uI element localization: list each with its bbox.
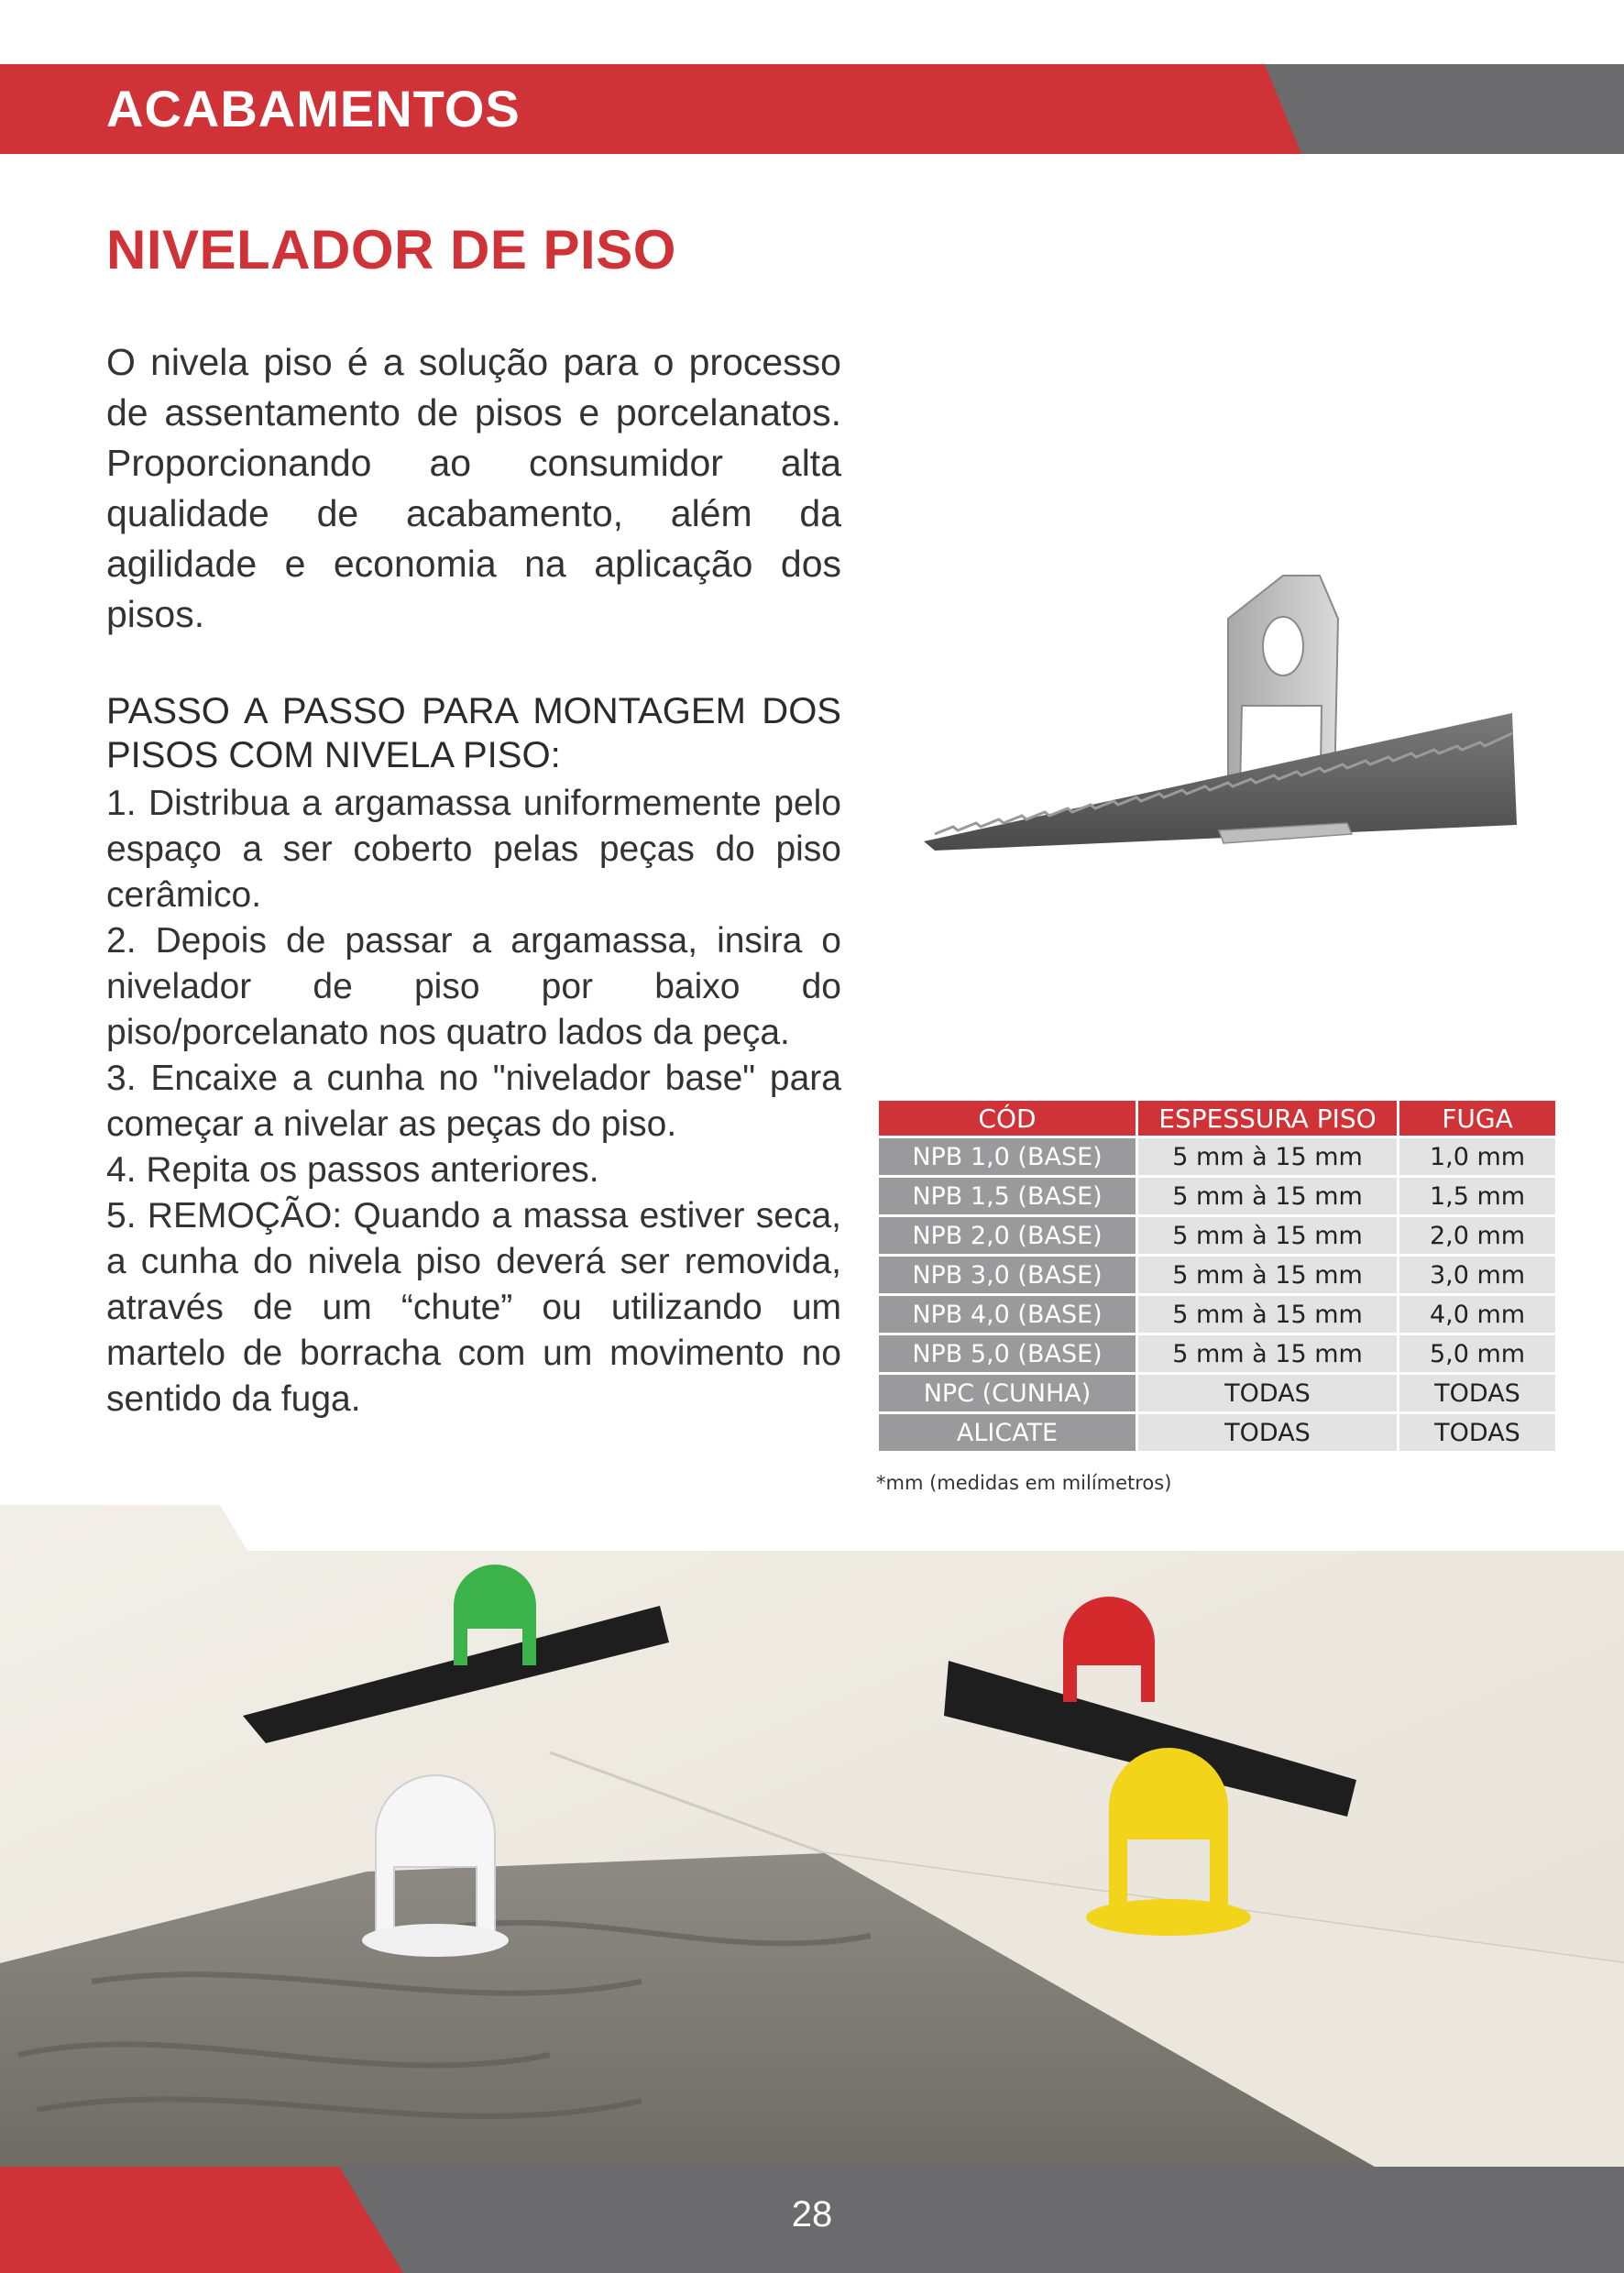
- table-footnote: *mm (medidas em milímetros): [876, 1472, 1172, 1494]
- cell-espessura: 5 mm à 15 mm: [1138, 1178, 1397, 1214]
- cell-fuga: 4,0 mm: [1399, 1296, 1555, 1333]
- intro-paragraph: O nivela piso é a solução para o processo de assentamento de pisos e porcelanatos. Proporcionando ao consumidor alta qualidade de acabamento, além da agilidade e economia na aplicação dos pisos.: [106, 341, 841, 635]
- cell-espessura: TODAS: [1138, 1414, 1397, 1451]
- cell-espessura: 5 mm à 15 mm: [1138, 1138, 1397, 1175]
- table-row: [879, 1375, 1555, 1411]
- cell-espessura: 5 mm à 15 mm: [1138, 1296, 1397, 1333]
- step-item: 3. Encaixe a cunha no "nivelador base" para começar a nivelar as peças do piso.: [106, 1059, 841, 1144]
- table-row: [879, 1138, 1555, 1175]
- page-title: NIVELADOR DE PISO: [106, 219, 676, 280]
- section-title: ACABAMENTOS: [106, 80, 521, 137]
- clip-hole: [1263, 617, 1303, 675]
- header-band: [0, 64, 1624, 154]
- step-item: 1. Distribua a argamassa uniformemente pelo espaço a ser coberto pelas peças do piso cerâmico.: [106, 784, 841, 915]
- leveling-wedge-illustration: [916, 559, 1540, 871]
- step-item: 2. Depois de passar a argamassa, insira o nivelador de piso por baixo do piso/porcelanato nos quatro lados da peça.: [106, 921, 841, 1052]
- cell-cod: NPB 1,5 (BASE): [879, 1178, 1136, 1214]
- cell-fuga: 1,0 mm: [1399, 1138, 1555, 1175]
- cell-espessura: 5 mm à 15 mm: [1138, 1217, 1397, 1254]
- table-row: [879, 1257, 1555, 1293]
- table-row: [879, 1335, 1555, 1372]
- cell-fuga: 1,5 mm: [1399, 1178, 1555, 1214]
- table-header-row: [879, 1101, 1555, 1136]
- cell-cod: NPC (CUNHA): [879, 1375, 1136, 1411]
- steps-list: [106, 781, 841, 1422]
- header-cod: CÓD: [879, 1101, 1136, 1136]
- spec-table: [876, 1098, 1558, 1454]
- steps-block: [106, 689, 841, 1422]
- header-espessura: ESPESSURA PISO: [1138, 1101, 1397, 1136]
- cell-cod: ALICATE: [879, 1414, 1136, 1451]
- table-row: [879, 1178, 1555, 1214]
- cell-cod: NPB 4,0 (BASE): [879, 1296, 1136, 1333]
- cell-fuga: TODAS: [1399, 1414, 1555, 1451]
- step-item: 4. Repita os passos anteriores.: [106, 1150, 599, 1190]
- tile-leveling-photo: [0, 1505, 1624, 2167]
- steps-heading: PASSO A PASSO PARA MONTAGEM DOS PISOS COM NIVELA PISO:: [106, 691, 841, 775]
- header-fuga: FUGA: [1399, 1101, 1555, 1136]
- cell-espessura: 5 mm à 15 mm: [1138, 1257, 1397, 1293]
- cell-fuga: 3,0 mm: [1399, 1257, 1555, 1293]
- page-number: 28: [791, 2194, 833, 2235]
- table-row: [879, 1414, 1555, 1451]
- cell-espessura: 5 mm à 15 mm: [1138, 1335, 1397, 1372]
- white-clip-base: [362, 1924, 509, 1957]
- cell-espessura: TODAS: [1138, 1375, 1397, 1411]
- table-row: [879, 1296, 1555, 1333]
- table-row: [879, 1217, 1555, 1254]
- cell-fuga: TODAS: [1399, 1375, 1555, 1411]
- cell-fuga: 5,0 mm: [1399, 1335, 1555, 1372]
- footer-band: [0, 2167, 1624, 2273]
- yellow-clip-base: [1086, 1899, 1251, 1936]
- cell-cod: NPB 1,0 (BASE): [879, 1138, 1136, 1175]
- cell-cod: NPB 3,0 (BASE): [879, 1257, 1136, 1293]
- step-item: 5. REMOÇÃO: Quando a massa estiver seca, a cunha do nivela piso deverá ser removida, através de um “chute” ou utilizando um martelo de borracha com um movimento no sentido da fuga.: [106, 1196, 841, 1419]
- cell-cod: NPB 2,0 (BASE): [879, 1217, 1136, 1254]
- cell-cod: NPB 5,0 (BASE): [879, 1335, 1136, 1372]
- cell-fuga: 2,0 mm: [1399, 1217, 1555, 1254]
